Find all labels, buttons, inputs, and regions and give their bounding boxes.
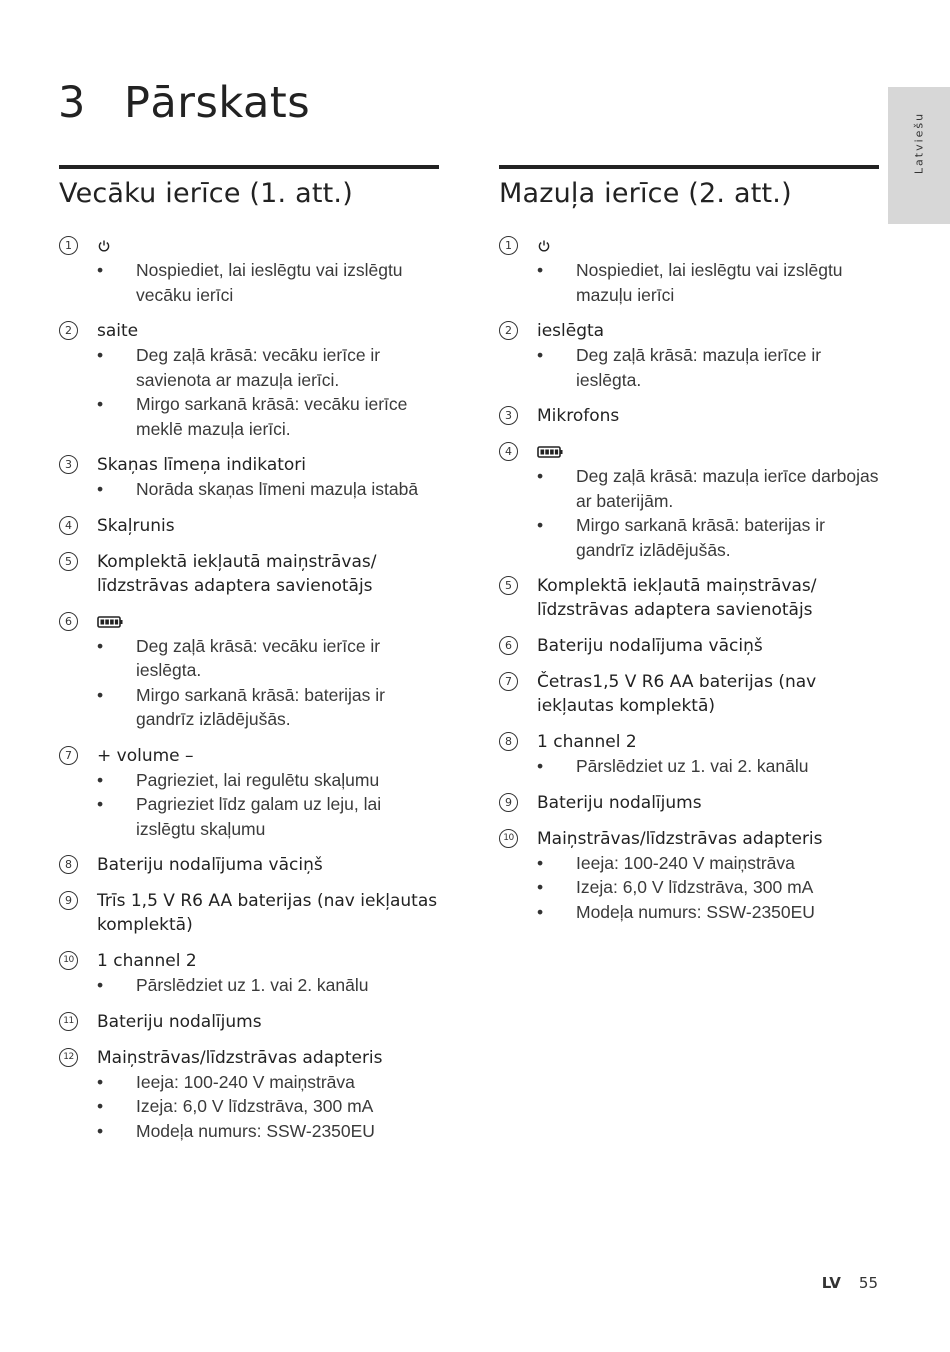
list-item <box>499 670 879 718</box>
item-number-badge: 2 <box>59 321 78 340</box>
item-label: Komplektā iekļautā maiņstrāvas/ līdzstrāvas adaptera savienotājs <box>537 576 817 620</box>
bullet-item: • Mirgo sarkanā krāsā: baterijas ir gandrīz izlādējušās. <box>59 683 439 732</box>
bullet-item: • Pagrieziet līdz galam uz leju, lai izslēgtu skaļumu <box>59 792 439 841</box>
item-header <box>59 744 439 768</box>
section-rule <box>59 165 439 169</box>
item-number-badge: 2 <box>499 321 518 340</box>
item-header <box>59 1046 439 1070</box>
bullet-item: • Deg zaļā krāsā: vecāku ierīce ir ieslēgta. <box>59 634 439 683</box>
item-header <box>59 319 439 343</box>
bullet-list <box>499 464 879 562</box>
item-number-badge: 5 <box>499 576 518 595</box>
bullet-item: • Ieeja: 100-240 V maiņstrāva <box>59 1070 439 1095</box>
list-item <box>499 730 879 779</box>
language-tab-label: Latviešu <box>912 111 926 175</box>
bullet-list <box>59 634 439 732</box>
bullet-item: • Deg zaļā krāsā: mazuļa ierīce darbojas ar baterijām. <box>499 464 879 513</box>
item-number-badge: 9 <box>499 793 518 812</box>
bullet-item: • Mirgo sarkanā krāsā: vecāku ierīce meklē mazuļa ierīci. <box>59 392 439 441</box>
item-label: + volume – <box>97 745 194 766</box>
item-label: Maiņstrāvas/līdzstrāvas adapteris <box>537 828 823 849</box>
item-number-badge: 4 <box>59 516 78 535</box>
power-icon <box>537 234 551 258</box>
item-header <box>59 453 439 477</box>
item-header <box>499 670 879 718</box>
item-number-badge: 1 <box>499 236 518 255</box>
item-number-badge: 10 <box>59 951 78 970</box>
list-item <box>59 550 439 598</box>
item-number-badge: 7 <box>59 746 78 765</box>
item-label: Četras1,5 V R6 AA baterijas (nav iekļautas komplektā) <box>537 672 817 716</box>
item-header <box>59 610 439 634</box>
item-label: Komplektā iekļautā maiņstrāvas/ līdzstrāvas adaptera savienotājs <box>97 551 377 596</box>
item-number-badge: 11 <box>59 1012 78 1031</box>
item-header <box>499 574 879 622</box>
item-number-badge: 5 <box>59 552 78 571</box>
item-number-badge: 7 <box>499 672 518 691</box>
list-item <box>59 610 439 732</box>
bullet-list <box>59 973 439 998</box>
bullet-item: • Modeļa numurs: SSW-2350EU <box>59 1119 439 1144</box>
battery-icon <box>97 610 123 634</box>
list-item <box>59 514 439 538</box>
item-number-badge: 8 <box>499 732 518 751</box>
item-label: ieslēgta <box>537 321 605 341</box>
page-number: 55 <box>858 1274 878 1292</box>
bullet-list <box>59 1070 439 1144</box>
list-item <box>59 949 439 998</box>
item-label: 1 channel 2 <box>537 732 637 752</box>
bullet-item: • Deg zaļā krāsā: mazuļa ierīce ir ieslēgta. <box>499 343 879 392</box>
baby-unit-column <box>499 165 879 936</box>
item-label: Mikrofons <box>537 406 620 426</box>
list-item <box>499 440 879 562</box>
item-label: Bateriju nodalījuma vāciņš <box>537 636 763 656</box>
item-header <box>499 440 879 464</box>
list-item <box>59 1010 439 1034</box>
bullet-item: • Izeja: 6,0 V līdzstrāva, 300 mA <box>59 1094 439 1119</box>
bullet-item: • Modeļa numurs: SSW-2350EU <box>499 900 879 925</box>
language-side-tab <box>888 87 950 224</box>
bullet-list <box>499 851 879 925</box>
item-number-badge: 6 <box>499 636 518 655</box>
baby-unit-heading: Mazuļa ierīce (2. att.) <box>499 178 792 209</box>
item-label: Trīs 1,5 V R6 AA baterijas (nav iekļautas komplektā) <box>97 891 438 935</box>
bullet-item: • Pārslēdziet uz 1. vai 2. kanālu <box>499 754 879 779</box>
battery-icon <box>537 440 563 464</box>
bullet-list <box>59 768 439 842</box>
item-header <box>499 634 879 658</box>
item-number-badge: 12 <box>59 1048 78 1067</box>
bullet-list <box>499 754 879 779</box>
chapter-title <box>58 78 310 128</box>
bullet-item: • Nospiediet, lai ieslēgtu vai izslēgtu mazuļu ierīci <box>499 258 879 307</box>
item-header <box>59 1010 439 1034</box>
item-header <box>59 853 439 877</box>
item-number-badge: 9 <box>59 891 78 910</box>
item-header <box>499 319 879 343</box>
bullet-list <box>59 343 439 441</box>
item-label: Skaļrunis <box>97 515 175 536</box>
item-label: Maiņstrāvas/līdzstrāvas adapteris <box>97 1047 383 1068</box>
list-item <box>59 853 439 877</box>
item-label: Bateriju nodalījums <box>97 1011 262 1032</box>
item-label: saite <box>97 321 139 341</box>
item-label: Bateriju nodalījums <box>537 792 702 813</box>
parent-unit-heading: Vecāku ierīce (1. att.) <box>59 178 353 209</box>
item-number-badge: 3 <box>499 406 518 425</box>
parent-unit-column <box>59 165 439 1155</box>
item-header <box>499 404 879 428</box>
bullet-item: • Mirgo sarkanā krāsā: baterijas ir gandrīz izlādējušās. <box>499 513 879 562</box>
item-label: Bateriju nodalījuma vāciņš <box>97 855 323 875</box>
parent-unit-items <box>59 234 439 1143</box>
item-number-badge: 10 <box>499 829 518 848</box>
bullet-item: • Izeja: 6,0 V līdzstrāva, 300 mA <box>499 875 879 900</box>
item-header <box>499 730 879 754</box>
list-item <box>499 234 879 307</box>
list-item <box>59 889 439 937</box>
item-header <box>499 791 879 815</box>
list-item <box>499 827 879 925</box>
item-number-badge: 6 <box>59 612 78 631</box>
list-item <box>499 319 879 392</box>
item-header <box>499 234 879 258</box>
bullet-item: • Nospiediet, lai ieslēgtu vai izslēgtu vecāku ierīci <box>59 258 439 307</box>
item-header <box>59 550 439 598</box>
bullet-item: • Pārslēdziet uz 1. vai 2. kanālu <box>59 973 439 998</box>
list-item <box>499 404 879 428</box>
chapter-name: Pārskats <box>124 78 311 128</box>
item-header <box>499 827 879 851</box>
bullet-list <box>499 258 879 307</box>
list-item <box>59 1046 439 1144</box>
item-header <box>59 949 439 973</box>
list-item <box>499 574 879 622</box>
item-number-badge: 1 <box>59 236 78 255</box>
power-icon <box>97 234 111 258</box>
item-label: Skaņas līmeņa indikatori <box>97 455 307 475</box>
bullet-item: • Norāda skaņas līmeni mazuļa istabā <box>59 477 439 502</box>
item-header <box>59 889 439 937</box>
item-label: 1 channel 2 <box>97 951 197 971</box>
bullet-list <box>499 343 879 392</box>
bullet-list <box>59 477 439 502</box>
list-item <box>59 234 439 307</box>
item-number-badge: 3 <box>59 455 78 474</box>
chapter-number: 3 <box>58 78 86 128</box>
list-item <box>499 634 879 658</box>
bullet-list <box>59 258 439 307</box>
item-number-badge: 4 <box>499 442 518 461</box>
list-item <box>59 744 439 842</box>
list-item <box>59 453 439 502</box>
bullet-item: • Deg zaļā krāsā: vecāku ierīce ir savienota ar mazuļa ierīci. <box>59 343 439 392</box>
list-item <box>59 319 439 441</box>
page-footer <box>822 1274 878 1292</box>
item-header <box>59 514 439 538</box>
item-header <box>59 234 439 258</box>
bullet-item: • Ieeja: 100-240 V maiņstrāva <box>499 851 879 876</box>
bullet-item: • Pagrieziet, lai regulētu skaļumu <box>59 768 439 793</box>
section-rule <box>499 165 879 169</box>
list-item <box>499 791 879 815</box>
item-number-badge: 8 <box>59 855 78 874</box>
baby-unit-items <box>499 234 879 924</box>
footer-language: LV <box>821 1274 841 1292</box>
